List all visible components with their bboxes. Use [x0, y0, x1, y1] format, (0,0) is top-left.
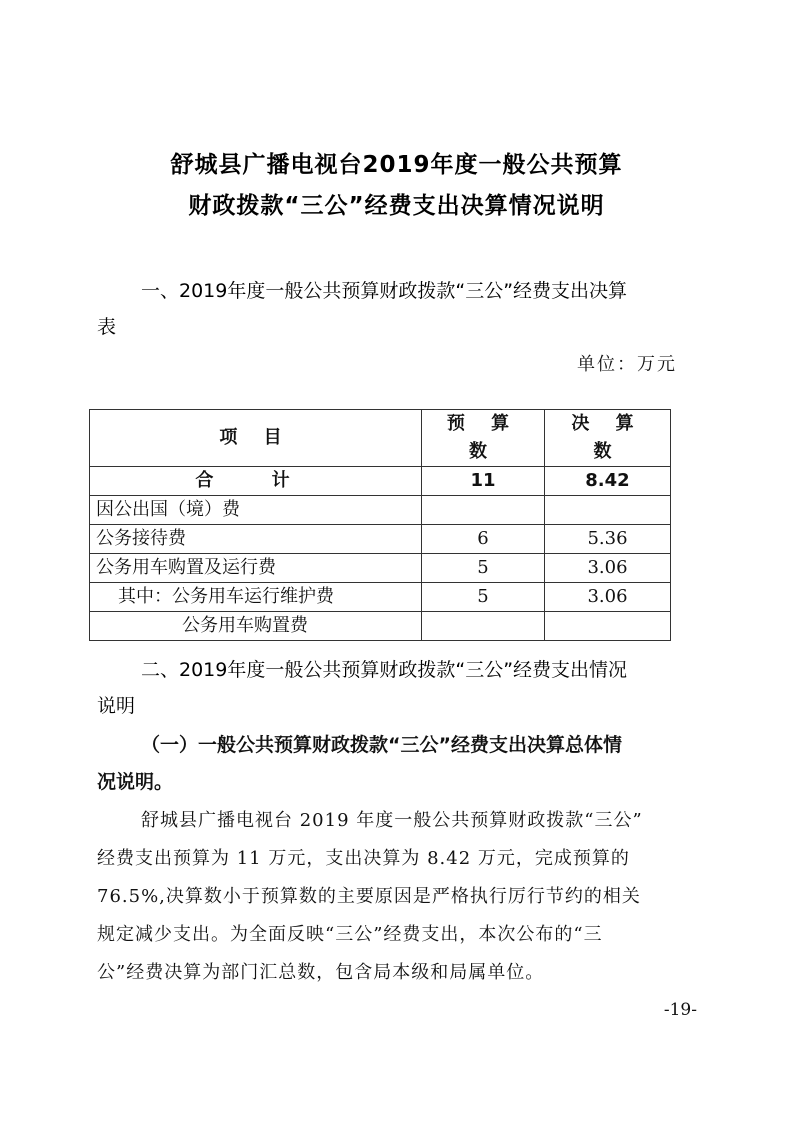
section1-heading-cont: 表: [97, 316, 117, 338]
row-budget: 6: [421, 525, 544, 554]
section2-heading: 二、2019年度一般公共预算财政拨款“三公”经费支出情况: [141, 659, 628, 681]
total-label: 合 计: [90, 467, 422, 496]
section1-heading: 一、2019年度一般公共预算财政拨款“三公”经费支出决算: [141, 280, 628, 302]
three-public-expenses-table: [89, 409, 671, 641]
row-budget: 5: [421, 583, 544, 612]
header-item: 项 目: [90, 410, 422, 467]
row-budget: 5: [421, 554, 544, 583]
header-budget: 预 算 数: [421, 410, 544, 467]
paragraph-line: 经费支出预算为 11 万元，支出决算为 8.42 万元，完成预算的: [97, 848, 630, 869]
row-actual: 3.06: [544, 554, 670, 583]
document-title-line-1: 舒城县广播电视台2019年度一般公共预算: [170, 152, 623, 178]
subsection-heading-cont: 况说明。: [97, 771, 174, 793]
table-row: [90, 554, 671, 583]
table-row: [90, 583, 671, 612]
section2-heading-cont: 说明: [97, 695, 136, 717]
paragraph-line: 舒城县广播电视台 2019 年度一般公共预算财政拨款“三公”: [141, 810, 643, 831]
row-label: 公务接待费: [90, 525, 422, 554]
table-header-row: [90, 410, 671, 467]
paragraph-line: 规定减少支出。为全面反映“三公”经费支出，本次公布的“三: [97, 924, 603, 945]
row-label: 其中：公务用车运行维护费: [90, 583, 422, 612]
row-actual: [544, 496, 670, 525]
paragraph-line: 公”经费决算为部门汇总数，包含局本级和局属单位。: [97, 962, 545, 983]
row-label: 因公出国（境）费: [90, 496, 422, 525]
table-total-row: [90, 467, 671, 496]
page-number: -19-: [663, 1000, 697, 1020]
document-title-line-2: 财政拨款“三公”经费支出决算情况说明: [188, 193, 605, 219]
row-budget: [421, 612, 544, 641]
row-label: 公务用车购置费: [90, 612, 422, 641]
table-row: [90, 496, 671, 525]
row-budget: [421, 496, 544, 525]
table-row: [90, 525, 671, 554]
row-actual: 5.36: [544, 525, 670, 554]
row-actual: [544, 612, 670, 641]
unit-label: 单位：万元: [577, 354, 677, 375]
total-actual: 8.42: [544, 467, 670, 496]
table-row: [90, 612, 671, 641]
row-actual: 3.06: [544, 583, 670, 612]
header-actual: 决 算 数: [544, 410, 670, 467]
subsection-heading: （一）一般公共预算财政拨款“三公”经费支出决算总体情: [141, 734, 622, 756]
paragraph-line: 76.5%,决算数小于预算数的主要原因是严格执行厉行节约的相关: [97, 886, 641, 907]
total-budget: 11: [421, 467, 544, 496]
row-label: 公务用车购置及运行费: [90, 554, 422, 583]
